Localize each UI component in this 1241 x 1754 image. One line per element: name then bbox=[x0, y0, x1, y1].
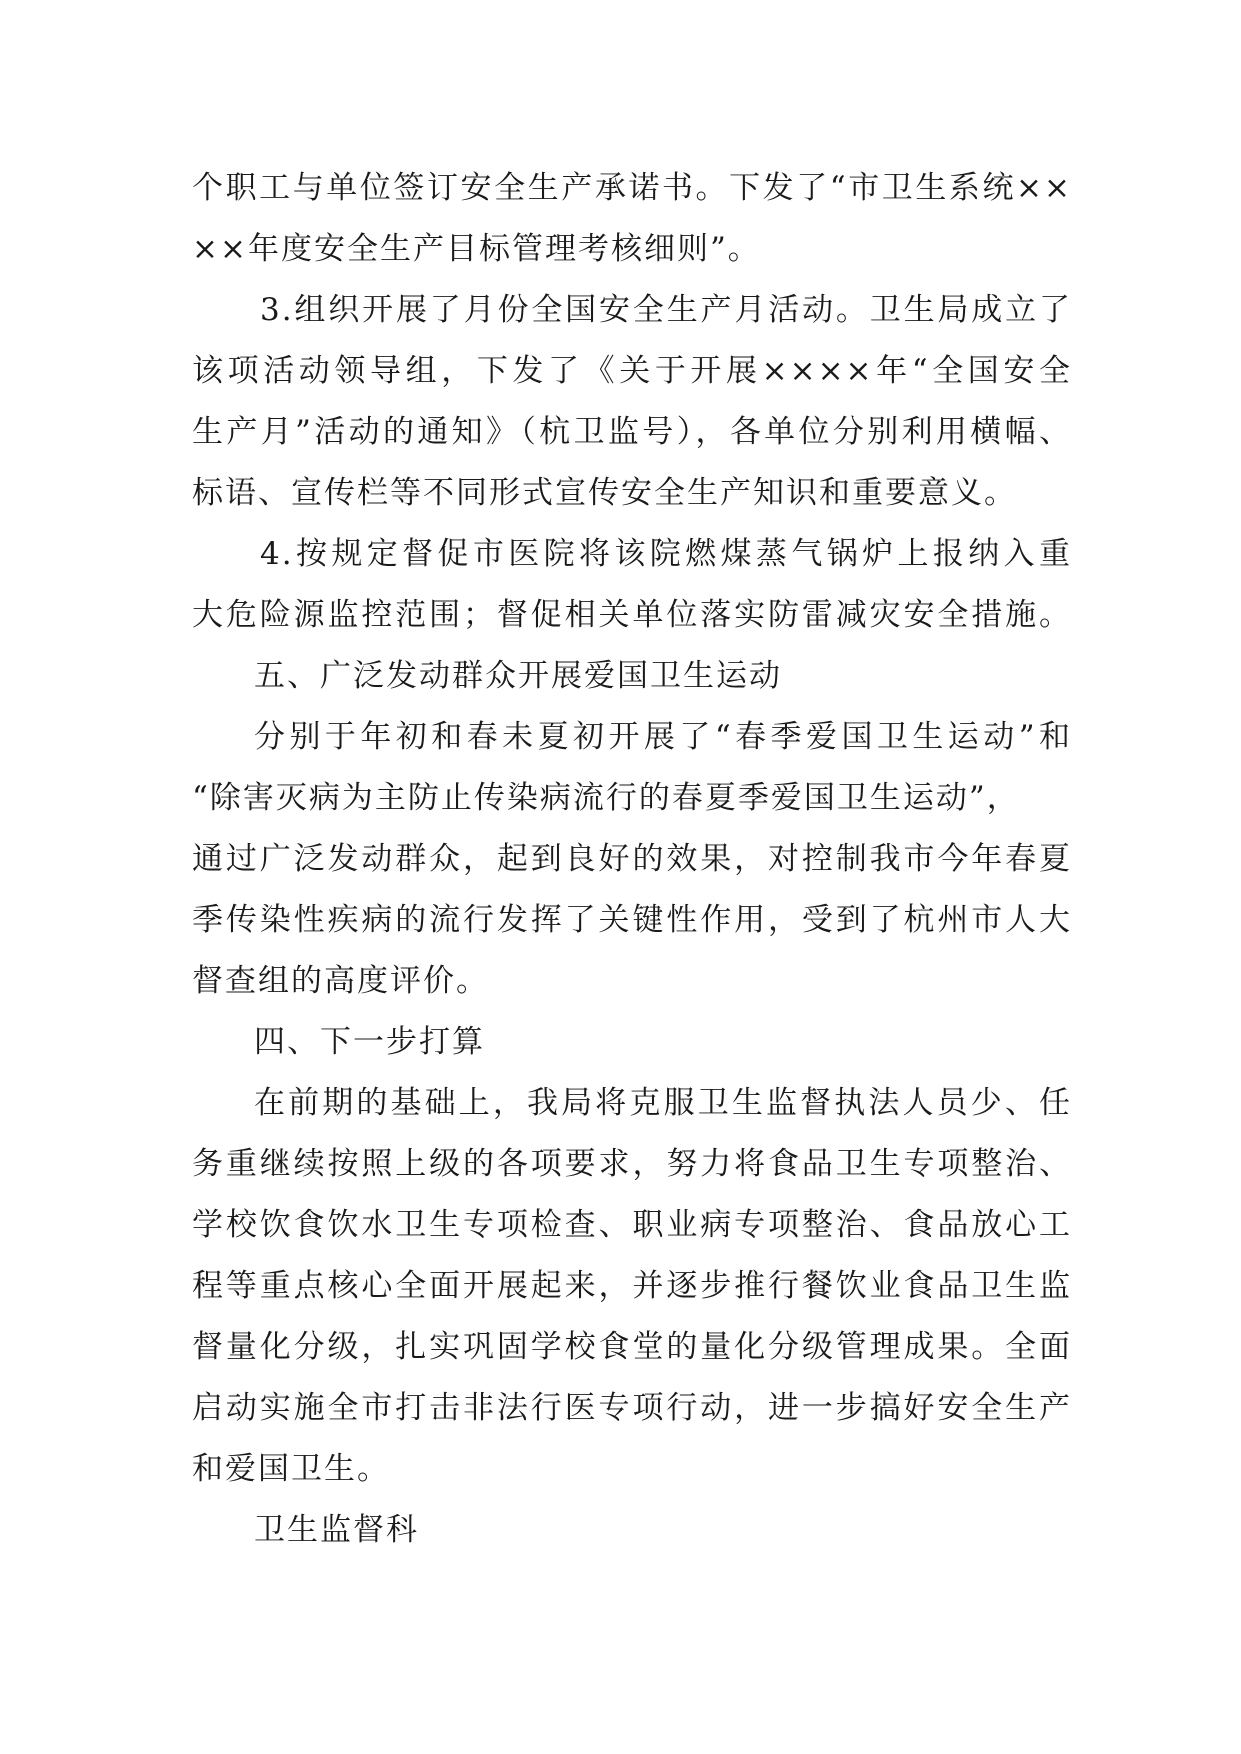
text-line: 大危险源监控范围；督促相关单位落实防雷减灾安全措施。 bbox=[192, 597, 1072, 633]
text-line: ××年度安全生产目标管理考核细则”。 bbox=[192, 231, 761, 267]
text-line: 督查组的高度评价。 bbox=[192, 963, 489, 999]
text-line: 程等重点核心全面开展起来，并逐步推行餐饮业食品卫生监 bbox=[192, 1268, 1072, 1304]
text-line: 3.组织开展了月份全国安全生产月活动。卫生局成立了 bbox=[260, 292, 1072, 328]
text-line: 务重继续按照上级的各项要求，努力将食品卫生专项整治、 bbox=[192, 1146, 1072, 1182]
text-line: 通过广泛发动群众，起到良好的效果，对控制我市今年春夏 bbox=[192, 841, 1072, 877]
document-body bbox=[192, 158, 1072, 1561]
text-line: 该项活动领导组，下发了《关于开展××××年“全国安全 bbox=[192, 353, 1072, 389]
text-line: 督量化分级，扎实巩固学校食堂的量化分级管理成果。全面 bbox=[192, 1329, 1072, 1365]
text-line: 在前期的基础上，我局将克服卫生监督执法人员少、任 bbox=[254, 1085, 1072, 1121]
text-line: 季传染性疾病的流行发挥了关键性作用，受到了杭州市人大 bbox=[192, 902, 1072, 938]
text-line: 启动实施全市打击非法行医专项行动，进一步搞好安全生产 bbox=[192, 1390, 1072, 1426]
text-line: 标语、宣传栏等不同形式宣传安全生产知识和重要意义。 bbox=[192, 475, 1017, 511]
text-line: 分别于年初和春未夏初开展了“春季爱国卫生运动”和 bbox=[254, 719, 1072, 755]
signature-department: 卫生监督科 bbox=[254, 1512, 419, 1548]
text-line: 学校饮食饮水卫生专项检查、职业病专项整治、食品放心工 bbox=[192, 1207, 1072, 1243]
text-line: 个职工与单位签订安全生产承诺书。下发了“市卫生系统×× bbox=[192, 170, 1072, 206]
text-line: 生产月”活动的通知》（杭卫监号），各单位分别利用横幅、 bbox=[192, 414, 1072, 450]
text-line: 和爱国卫生。 bbox=[192, 1451, 390, 1487]
text-line: “除害灭病为主防止传染病流行的春夏季爱国卫生运动”， bbox=[192, 780, 1020, 816]
text-line: 4.按规定督促市医院将该院燃煤蒸气锅炉上报纳入重 bbox=[260, 536, 1072, 572]
section-heading: 五、广泛发动群众开展爱国卫生运动 bbox=[254, 658, 782, 694]
section-heading: 四、下一步打算 bbox=[254, 1024, 485, 1060]
